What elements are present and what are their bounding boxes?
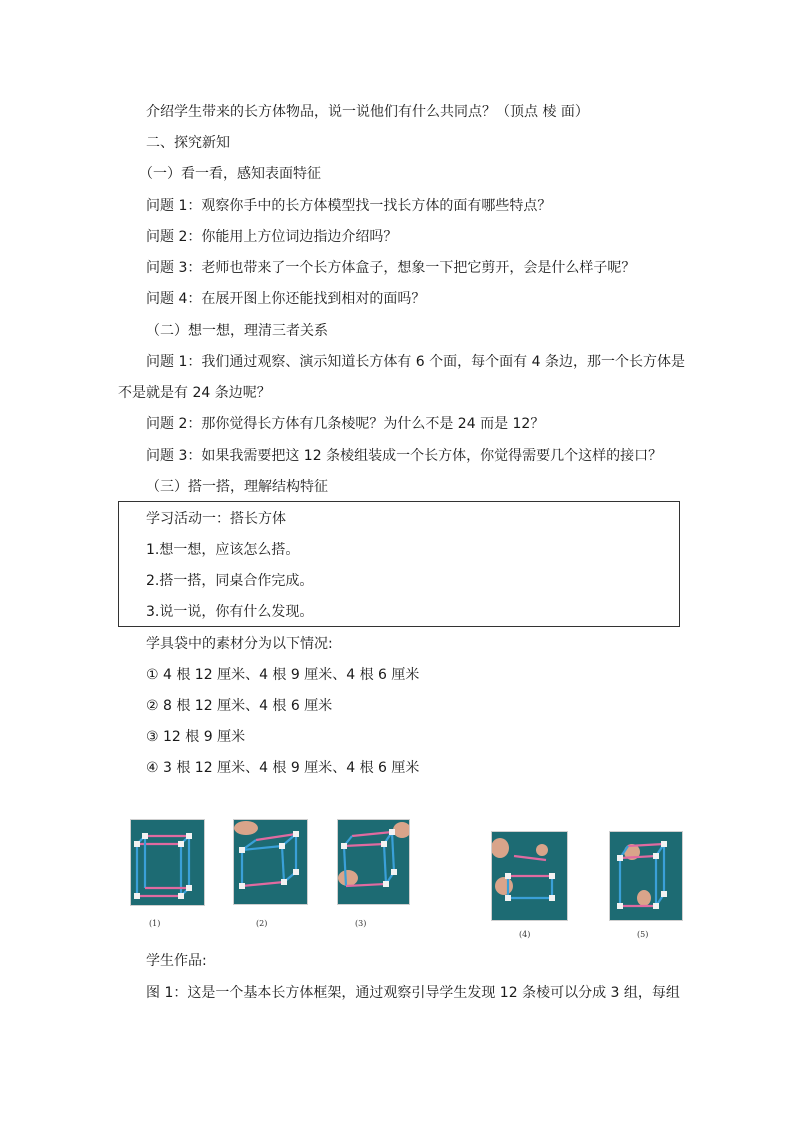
question-2-3: 问题 3：如果我需要把这 12 条棱组装成一个长方体，你觉得需要几个这样的接口？ [146, 448, 663, 464]
activity-step-1: 1.想一想，应该怎么搭。 [146, 542, 300, 558]
question-1-3: 问题 3：老师也带来了一个长方体盒子，想象一下把它剪开，会是什么样子呢？ [146, 260, 636, 276]
photo-caption-2: (2) [256, 919, 268, 928]
question-2-1-part2: 不是就是有 24 条边呢？ [118, 385, 271, 401]
photo-caption-5: (5) [637, 930, 649, 939]
material-option-1: ① 4 根 12 厘米、4 根 9 厘米、4 根 6 厘米 [146, 667, 420, 683]
cuboid-frame-photo-3 [338, 820, 409, 904]
question-2-1-part1: 问题 1：我们通过观察、演示知道长方体有 6 个面，每个面有 4 条边，那一个长方体是 [146, 354, 685, 370]
subsection-heading-1: （一）看一看，感知表面特征 [139, 166, 321, 182]
subsection-heading-2: （二）想一想，理清三者关系 [146, 323, 328, 339]
photo-5 [609, 831, 683, 921]
figure-1-description: 图 1：这是一个基本长方体框架，通过观察引导学生发现 12 条棱可以分成 3 组，每组 [146, 985, 680, 1001]
photo-caption-1: (1) [149, 919, 161, 928]
intro-line: 介绍学生带来的长方体物品，说一说他们有什么共同点？（顶点 棱 面） [146, 104, 589, 120]
activity-title: 学习活动一：搭长方体 [146, 511, 286, 527]
cuboid-frame-photo-1 [131, 820, 204, 905]
works-title: 学生作品: [146, 953, 207, 969]
materials-intro: 学具袋中的素材分为以下情况: [146, 636, 333, 652]
photo-3 [337, 819, 410, 905]
question-1-1: 问题 1：观察你手中的长方体模型找一找长方体的面有哪些特点？ [146, 198, 552, 214]
section-heading-2: 二、探究新知 [146, 135, 230, 151]
activity-step-2: 2.搭一搭，同桌合作完成。 [146, 573, 314, 589]
photo-2 [233, 819, 308, 905]
question-2-2: 问题 2：那你觉得长方体有几条棱呢？为什么不是 24 而是 12？ [146, 416, 545, 432]
subsection-heading-3: （三）搭一搭，理解结构特征 [146, 479, 328, 495]
question-1-4: 问题 4：在展开图上你还能找到相对的面吗？ [146, 291, 426, 307]
material-option-4: ④ 3 根 12 厘米、4 根 9 厘米、4 根 6 厘米 [146, 760, 420, 776]
cuboid-frame-photo-5 [610, 832, 682, 920]
photo-caption-3: (3) [355, 919, 367, 928]
cuboid-frame-photo-4 [492, 832, 567, 920]
photo-4 [491, 831, 568, 921]
material-option-2: ② 8 根 12 厘米、4 根 6 厘米 [146, 698, 333, 714]
question-1-2: 问题 2：你能用上方位词边指边介绍吗？ [146, 229, 398, 245]
activity-step-3: 3.说一说，你有什么发现。 [146, 604, 314, 620]
photo-caption-4: (4) [519, 930, 531, 939]
cuboid-frame-photo-2 [234, 820, 307, 904]
material-option-3: ③ 12 根 9 厘米 [146, 729, 246, 745]
photo-1 [130, 819, 205, 906]
